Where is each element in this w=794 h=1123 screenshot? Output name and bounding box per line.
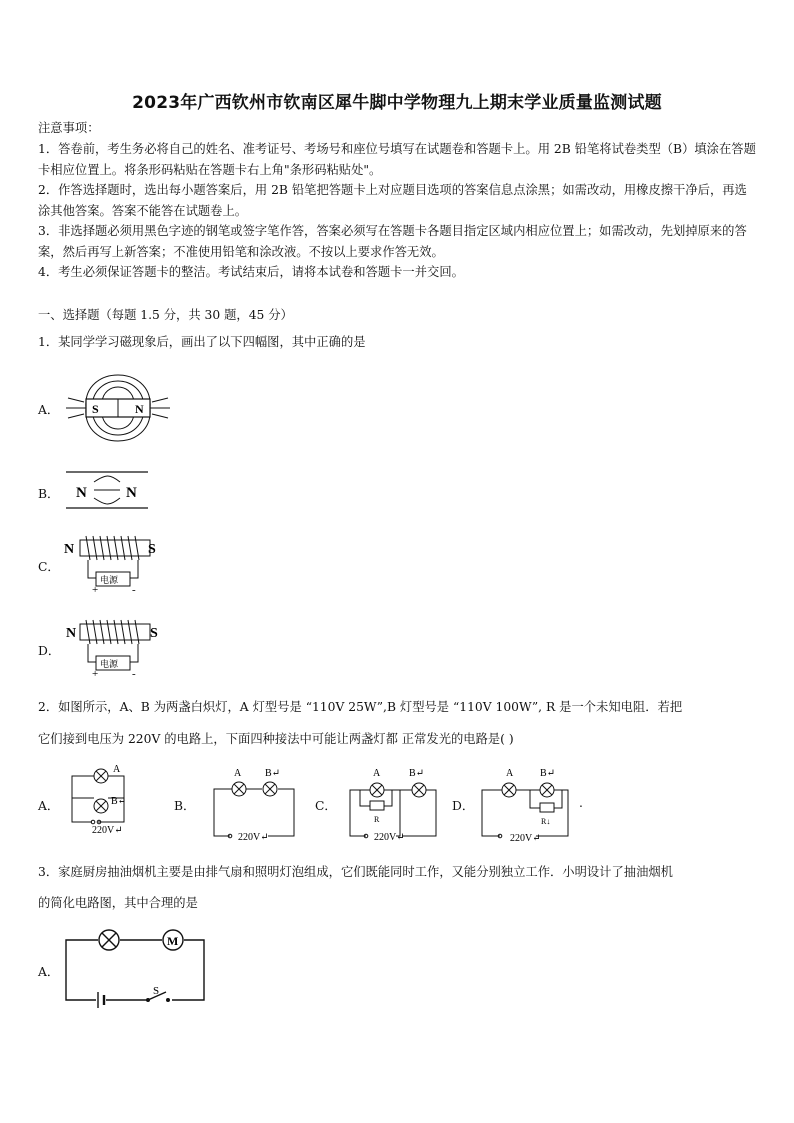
q1d-pole-s: S — [150, 626, 158, 641]
q3-figure-a — [60, 926, 210, 1008]
q1d-pole-n: N — [66, 626, 77, 641]
q1d-power-label: 电源 — [100, 659, 119, 669]
q2c-resistor: R — [374, 815, 380, 824]
q1a-pole-n: N — [135, 402, 144, 416]
q3-switch-label: S — [153, 985, 160, 997]
q2d-resistor: R↓ — [541, 817, 551, 826]
q1d-plus: + — [92, 668, 99, 680]
q3-motor-label: M — [167, 934, 179, 948]
q2c-voltage: 220V↵ — [374, 832, 405, 840]
q1c-power-label: 电源 — [100, 575, 119, 585]
q2a-lamp-a: A — [113, 764, 121, 775]
q1-figure-a — [62, 368, 174, 444]
notice-item-4: 4．考生必须保证答题卡的整洁。考试结束后，请将本试卷和答题卡一并交回。 — [38, 265, 464, 279]
q1a-pole-s: S — [92, 402, 99, 416]
q1-option-b-label: B． — [38, 487, 60, 501]
q2c-lamp-a: A — [373, 768, 381, 779]
q2-option-b-label: B． — [174, 799, 196, 813]
question-2-stem-line-1: 2．如图所示，A、B 为两盏白炽灯，A 灯型号是 “110V 25W”,B 灯型号是 “110V 100W”, R 是一个未知电阻．若把 — [38, 700, 683, 714]
question-3-stem-line-1: 3．家庭厨房抽油烟机主要是由排气扇和照明灯泡组成，它们既能同时工作，又能分别独立工作．小明设计了抽油烟机 — [38, 865, 673, 879]
q2-end-dot: . — [579, 796, 583, 810]
q2-figure-a — [66, 762, 136, 840]
q1-figure-d — [62, 614, 162, 684]
q1c-plus: + — [92, 584, 99, 596]
q2a-lamp-b: B↵ — [111, 796, 127, 807]
section-heading: 一、选择题（每题 1.5 分，共 30 题，45 分） — [38, 308, 293, 322]
page-title: 2023年广西钦州市钦南区犀牛脚中学物理九上期末学业质量监测试题 — [132, 93, 662, 113]
q2d-lamp-a: A — [506, 768, 514, 779]
q1-figure-c — [62, 530, 162, 600]
q2-option-c-label: C． — [315, 799, 337, 813]
q1b-pole-n1: N — [76, 485, 87, 501]
q3-option-a-label: A． — [38, 965, 60, 979]
q2c-lamp-b: B↵ — [409, 768, 425, 779]
q1c-minus: - — [132, 584, 136, 596]
q2-option-a-label: A． — [38, 799, 60, 813]
q2-figure-d — [478, 764, 578, 842]
q1-option-d-label: D． — [38, 644, 61, 658]
q2b-voltage: 220V↵ — [238, 832, 269, 840]
notice-item-2: 2．作答选择题时，选出每小题答案后，用 2B 铅笔把答题卡上对应题目选项的答案信息点涂黑；如需改动，用橡皮擦干净后，再选涂其他答案。答案不能答在试题卷上。 — [38, 183, 747, 218]
q2-figure-b — [208, 764, 300, 840]
q2-figure-c — [344, 764, 442, 840]
question-2-stem-line-2: 它们接到电压为 220V 的电路上，下面四种接法中可能让两盏灯都 正常发光的电路是( ) — [38, 732, 514, 746]
q2d-lamp-b: B↵ — [540, 768, 556, 779]
q1-option-c-label: C． — [38, 560, 60, 574]
q1d-minus: - — [132, 668, 136, 680]
q2d-voltage: 220V↵ — [510, 833, 541, 842]
q1b-pole-n2: N — [126, 485, 137, 501]
q2b-lamp-a: A — [234, 768, 242, 779]
notice-item-1: 1．答卷前，考生务必将自己的姓名、准考证号、考场号和座位号填写在试题卷和答题卡上。用 2B 铅笔将试卷类型（B）填涂在答题卡相应位置上。将条形码粘贴在答题卡右上角"条形码粘贴处"。 — [38, 142, 756, 177]
q1c-pole-s: S — [148, 542, 156, 557]
q2a-voltage: 220V↵ — [92, 825, 123, 836]
question-1-stem: 1．某同学学习磁现象后，画出了以下四幅图，其中正确的是 — [38, 335, 366, 349]
question-3-stem-line-2: 的简化电路图，其中合理的是 — [38, 896, 198, 910]
notice-heading: 注意事项： — [38, 121, 100, 135]
q1-figure-b — [62, 470, 152, 510]
q1-option-a-label: A． — [38, 403, 60, 417]
q1c-pole-n: N — [64, 542, 75, 557]
notice-item-3: 3．非选择题必须用黑色字迹的钢笔或签字笔作答，答案必须写在答题卡各题目指定区域内相应位置上；如需改动，先划掉原来的答案，然后再写上新答案；不准使用铅笔和涂改液。不按以上要求作答无效。 — [38, 224, 747, 259]
q2b-lamp-b: B↵ — [265, 768, 281, 779]
q2-option-d-label: D． — [452, 799, 475, 813]
